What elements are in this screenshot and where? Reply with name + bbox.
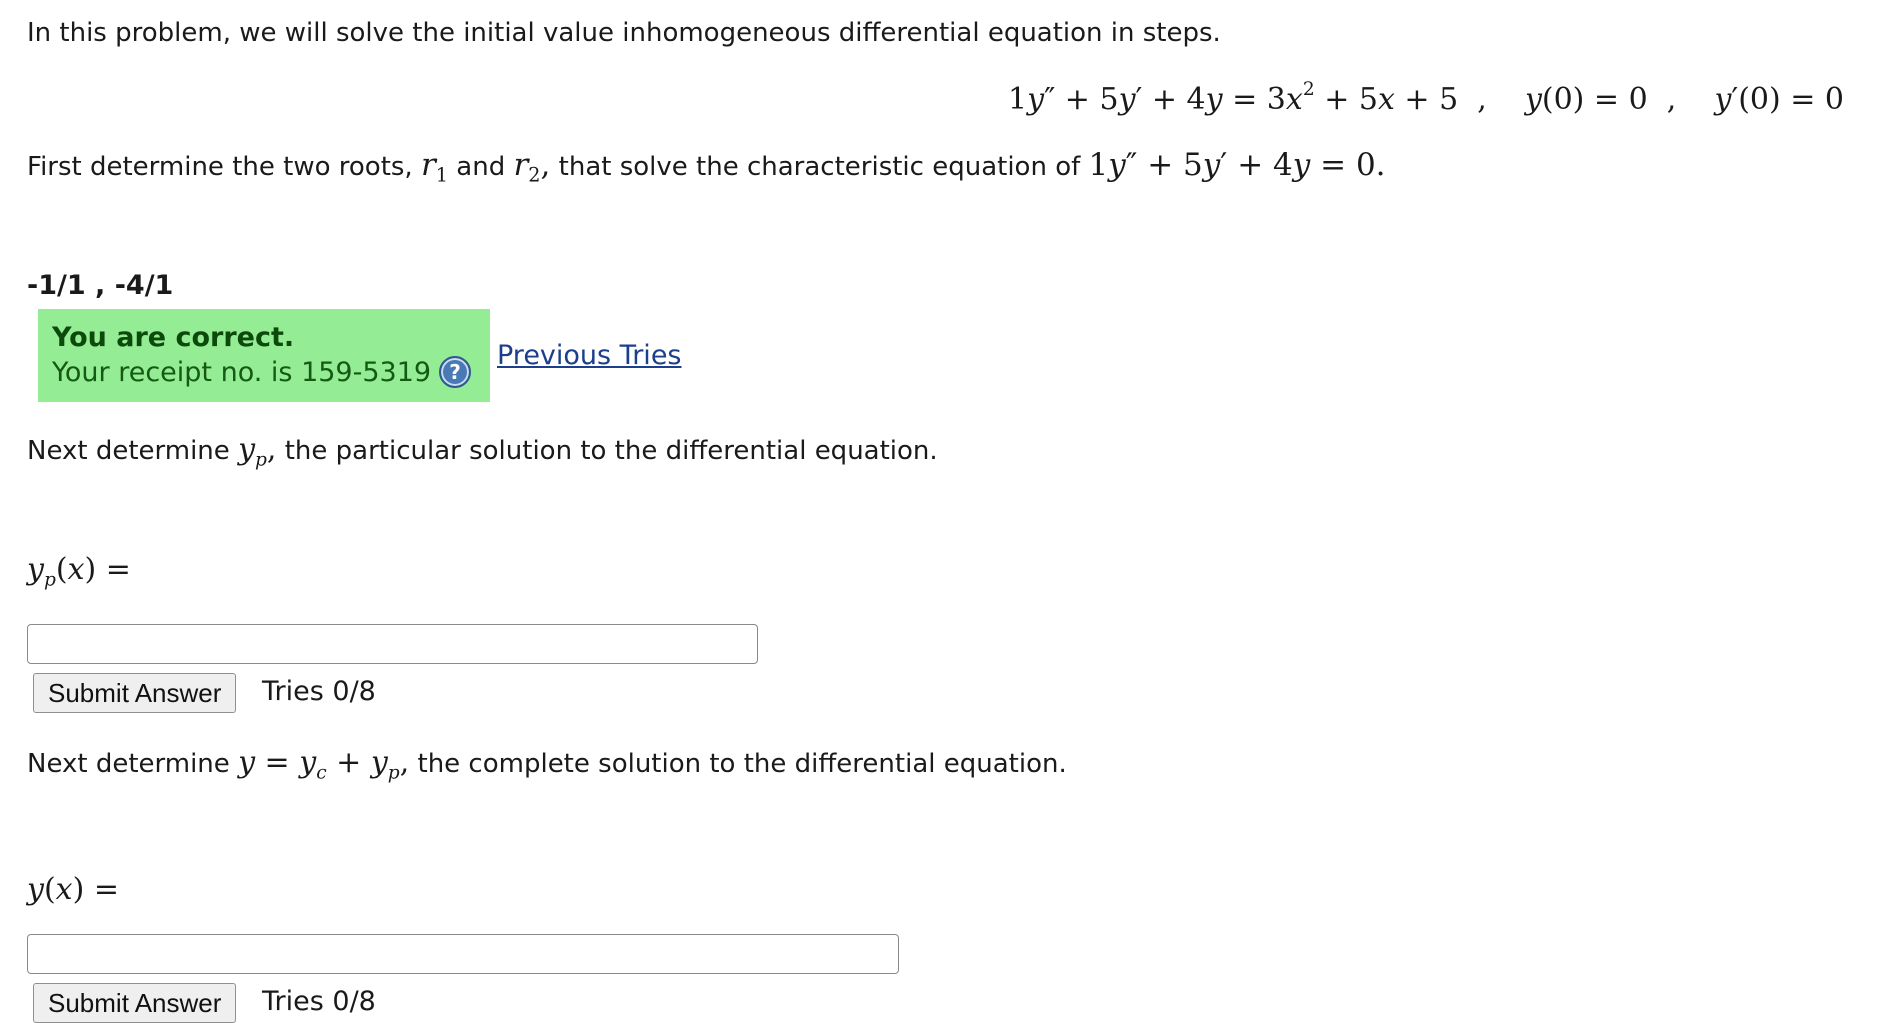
correct-feedback-box bbox=[38, 309, 490, 402]
receipt-line bbox=[52, 356, 476, 390]
root-r2-symbol: $r_2$, bbox=[513, 147, 551, 187]
correct-status: You are correct. bbox=[52, 322, 295, 353]
problem-intro: In this problem, we will solve the initial value inhomogeneous differential equation in steps. bbox=[27, 18, 1221, 48]
characteristic-equation: 1y″ + 5y′ + 4y = 0. bbox=[1088, 147, 1386, 183]
roots-answer: -1/1 , -4/1 bbox=[27, 270, 174, 301]
yp-label: $y_p(x)$ = bbox=[27, 552, 131, 591]
particular-tries: Tries 0/8 bbox=[262, 676, 376, 707]
previous-tries-link[interactable]: Previous Tries bbox=[497, 340, 682, 371]
yp-symbol: $y_p$, bbox=[238, 432, 277, 471]
root-r1-symbol: $r_1$ bbox=[420, 147, 449, 187]
complete-solution-input[interactable] bbox=[27, 934, 899, 974]
complete-question bbox=[27, 745, 1067, 784]
particular-solution-input[interactable] bbox=[27, 624, 758, 664]
question-mark-icon[interactable]: ? bbox=[439, 356, 471, 388]
roots-question-prefix: First determine the two roots, bbox=[27, 152, 413, 182]
complete-tries: Tries 0/8 bbox=[262, 986, 376, 1017]
receipt-number: Your receipt no. is 159-5319 bbox=[52, 357, 432, 388]
y-label: y(x) = bbox=[27, 872, 119, 907]
particular-question-prefix: Next determine bbox=[27, 436, 230, 466]
complete-question-suffix: the complete solution to the differential equation. bbox=[417, 749, 1067, 779]
submit-particular-button[interactable]: Submit Answer bbox=[33, 673, 236, 713]
complete-solution-symbol: $y = y_c + y_p$, bbox=[238, 745, 410, 784]
roots-question-suffix: that solve the characteristic equation of bbox=[558, 152, 1081, 182]
differential-equation: $1y'' + 5y' + 4y = 3x^2 + 5x + 5$ , y(0) = 0 , y′(0) = 0 bbox=[1008, 79, 1844, 117]
complete-question-prefix: Next determine bbox=[27, 749, 230, 779]
roots-question-and: and bbox=[456, 152, 506, 182]
particular-question bbox=[27, 432, 938, 471]
roots-question bbox=[27, 147, 1386, 187]
particular-question-suffix: the particular solution to the differential equation. bbox=[284, 436, 938, 466]
submit-complete-button[interactable]: Submit Answer bbox=[33, 983, 236, 1023]
